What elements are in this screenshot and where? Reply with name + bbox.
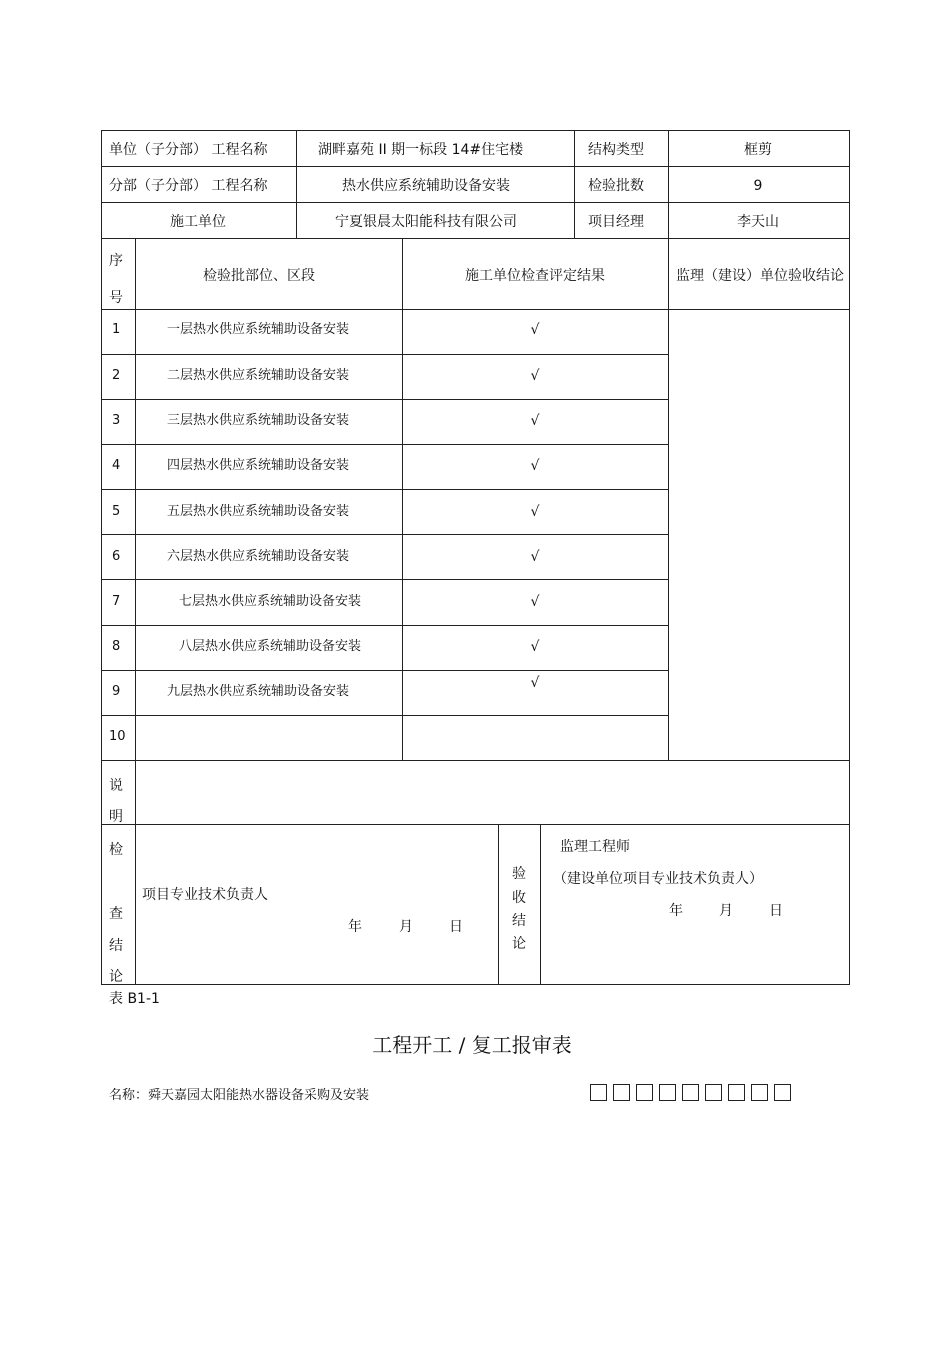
row-result-check: √ <box>530 594 540 610</box>
supervision-header: 监理（建设）单位验收结论 <box>676 268 844 284</box>
seq-header-char: 号 <box>109 290 123 306</box>
row-number: 1 <box>112 322 121 337</box>
table-rule <box>498 824 499 985</box>
subdivision-name-value: 热水供应系统辅助设备安装 <box>342 178 510 194</box>
code-box[interactable] <box>774 1084 791 1101</box>
table-rule <box>101 399 668 400</box>
table-rule <box>101 166 850 167</box>
row-result-check: √ <box>530 549 540 565</box>
row-number: 8 <box>112 639 121 654</box>
table-rule <box>101 309 850 310</box>
table-rule <box>296 130 297 238</box>
table-rule <box>574 130 575 238</box>
row-location: 四层热水供应系统辅助设备安装 <box>167 458 350 473</box>
acceptance-signer: 监理工程师 <box>560 839 630 855</box>
notes-label-char: 说 <box>109 778 123 794</box>
table-rule <box>540 824 541 985</box>
table-rule <box>402 238 403 761</box>
inspection-label-char: 结 <box>109 938 123 954</box>
inspection-label-char: 论 <box>109 969 123 985</box>
row-number: 5 <box>112 504 121 519</box>
table-rule <box>101 760 850 761</box>
row-result-check: √ <box>530 322 540 338</box>
table-border-left <box>101 130 102 985</box>
row-location: 八层热水供应系统辅助设备安装 <box>179 639 362 654</box>
code-box[interactable] <box>636 1084 653 1101</box>
table-rule <box>101 534 668 535</box>
table-rule <box>135 238 136 985</box>
row-location: 二层热水供应系统辅助设备安装 <box>167 368 350 383</box>
location-header: 检验批部位、区段 <box>203 268 315 284</box>
next-form-name: 名称：舜天嘉园太阳能热水器设备采购及安装 <box>109 1088 370 1103</box>
row-result-check: √ <box>530 413 540 429</box>
structure-type-label: 结构类型 <box>588 142 644 158</box>
contractor-label: 施工单位 <box>170 214 226 230</box>
acceptance-date-month: 月 <box>719 903 733 919</box>
acceptance-label-char: 验 <box>512 866 526 882</box>
row-result-check: √ <box>530 458 540 474</box>
table-border-top <box>101 130 850 131</box>
row-location: 七层热水供应系统辅助设备安装 <box>179 594 362 609</box>
subdivision-name-label: 分部（子分部） 工程名称 <box>109 178 268 194</box>
row-number: 9 <box>112 684 121 699</box>
row-location: 一层热水供应系统辅助设备安装 <box>167 322 350 337</box>
acceptance-label-char: 结 <box>512 913 526 929</box>
code-box[interactable] <box>728 1084 745 1101</box>
table-rule <box>101 444 668 445</box>
code-box[interactable] <box>613 1084 630 1101</box>
code-box[interactable] <box>590 1084 607 1101</box>
table-rule <box>101 824 850 825</box>
unit-project-name-label: 单位（子分部） 工程名称 <box>109 142 268 158</box>
contractor-value: 宁夏银晨太阳能科技有限公司 <box>335 214 517 230</box>
table-rule <box>101 579 668 580</box>
row-location: 三层热水供应系统辅助设备安装 <box>167 413 350 428</box>
row-result-check: √ <box>530 675 540 691</box>
code-box[interactable] <box>659 1084 676 1101</box>
table-rule <box>101 354 668 355</box>
inspection-signer: 项目专业技术负责人 <box>142 887 268 903</box>
unit-project-name-value: 湖畔嘉苑 II 期一标段 14#住宅楼 <box>318 142 524 158</box>
row-location: 九层热水供应系统辅助设备安装 <box>167 684 350 699</box>
seq-header-char: 序 <box>109 253 123 269</box>
batch-count-label: 检验批数 <box>588 178 644 194</box>
row-number: 7 <box>112 594 121 609</box>
code-box[interactable] <box>682 1084 699 1101</box>
row-result-check: √ <box>530 639 540 655</box>
inspection-date-month: 月 <box>399 919 413 935</box>
table-rule <box>101 625 668 626</box>
inspection-date-year: 年 <box>348 919 362 935</box>
acceptance-date-day: 日 <box>769 903 783 919</box>
acceptance-label-char: 收 <box>512 890 526 906</box>
table-rule <box>101 715 668 716</box>
table-rule <box>101 238 850 239</box>
table-rule <box>668 130 669 761</box>
acceptance-label-char: 论 <box>512 936 526 952</box>
table-rule <box>101 670 668 671</box>
project-manager-label: 项目经理 <box>588 214 644 230</box>
table-rule <box>101 202 850 203</box>
result-header: 施工单位检查评定结果 <box>465 268 605 284</box>
acceptance-signer-sub: （建设单位项目专业技术负责人） <box>553 871 763 887</box>
row-result-check: √ <box>530 368 540 384</box>
row-number: 6 <box>112 549 121 564</box>
table-border-right <box>849 130 850 985</box>
form-code: 表 B1-1 <box>109 991 160 1007</box>
row-number: 4 <box>112 458 121 473</box>
inspection-label-char: 查 <box>109 906 123 922</box>
inspection-label-char: 检 <box>109 842 123 858</box>
row-number: 2 <box>112 368 121 383</box>
row-number: 3 <box>112 413 121 428</box>
row-result-check: √ <box>530 504 540 520</box>
row-number: 10 <box>109 729 126 744</box>
row-location: 五层热水供应系统辅助设备安装 <box>167 504 350 519</box>
code-box[interactable] <box>705 1084 722 1101</box>
next-form-title: 工程开工 / 复工报审表 <box>372 1033 572 1057</box>
table-rule <box>101 489 668 490</box>
code-box[interactable] <box>751 1084 768 1101</box>
project-manager-value: 李天山 <box>737 214 779 230</box>
inspection-date-day: 日 <box>449 919 463 935</box>
acceptance-date-year: 年 <box>669 903 683 919</box>
notes-label-char: 明 <box>109 809 123 825</box>
row-location: 六层热水供应系统辅助设备安装 <box>167 549 350 564</box>
batch-count-value: 9 <box>753 178 763 194</box>
structure-type-value: 框剪 <box>744 142 772 158</box>
table-border-bottom <box>101 984 850 985</box>
